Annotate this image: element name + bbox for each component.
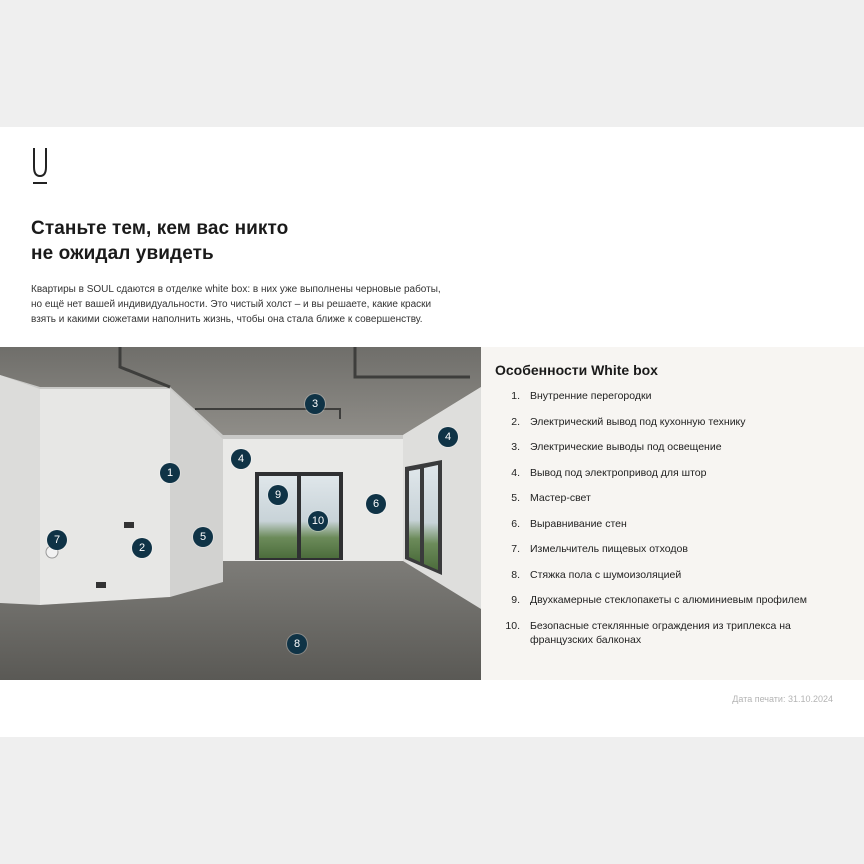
item-number: 1.: [511, 390, 520, 402]
photo-marker-8: 8: [287, 634, 307, 654]
item-text: Стяжка пола с шумоизоляцией: [530, 568, 682, 581]
item-text: Выравнивание стен: [530, 517, 627, 530]
features-title: Особенности White box: [495, 362, 658, 378]
item-number: 7.: [511, 543, 520, 555]
list-item: [495, 491, 850, 505]
photo-marker-1: 1: [160, 463, 180, 483]
photo-marker-4b: 4: [438, 427, 458, 447]
photo-marker-2: 2: [132, 538, 152, 558]
photo-marker-4a: 4: [231, 449, 251, 469]
item-text: Внутренние перегородки: [530, 390, 652, 402]
list-item: [495, 389, 850, 403]
item-number: 4.: [511, 466, 520, 479]
soul-logo-icon: [31, 147, 49, 185]
item-text: Двухкамерные стеклопакеты с алюминиевым профилем: [530, 594, 807, 606]
intro-line-3: взять и какими сюжетами наполнить жизнь, чтобы она стала ближе к совершенству.: [31, 314, 423, 325]
photo-marker-9: 9: [268, 485, 288, 505]
page-title: [31, 216, 451, 266]
list-item: [495, 440, 850, 454]
item-text: Измельчитель пищевых отходов: [530, 543, 688, 555]
brochure-sheet: [0, 127, 864, 737]
item-number: 6.: [511, 517, 520, 530]
item-number: 9.: [511, 594, 520, 606]
item-number: 10.: [505, 619, 520, 632]
features-panel: [481, 347, 864, 680]
list-item: [495, 542, 850, 556]
item-number: 8.: [511, 568, 520, 581]
photo-marker-7: 7: [47, 530, 67, 550]
title-line-2: не ожидал увидеть: [31, 243, 214, 264]
list-item: [495, 593, 850, 607]
list-item: [495, 517, 850, 531]
item-number: 3.: [511, 441, 520, 453]
item-text: Вывод под электропривод для штор: [530, 466, 707, 479]
item-number: 2.: [511, 415, 520, 428]
list-item: [495, 466, 850, 480]
photo-marker-10: 10: [308, 511, 328, 531]
list-item: [495, 619, 850, 647]
photo-marker-6: 6: [366, 494, 386, 514]
intro-text: [31, 282, 501, 327]
print-date: Дата печати: 31.10.2024: [732, 694, 833, 704]
title-line-1: Станьте тем, кем вас никто: [31, 218, 289, 239]
photo-marker-5: 5: [193, 527, 213, 547]
features-list: [495, 389, 850, 658]
item-text: Безопасные стеклянные ограждения из триплекса на французских балконах: [530, 619, 791, 646]
room-photo: [0, 347, 481, 680]
list-item: [495, 415, 850, 429]
photo-marker-3: 3: [305, 394, 325, 414]
intro-line-1: Квартиры в SOUL сдаются в отделке white box: в них уже выполнены черновые работы,: [31, 284, 441, 295]
intro-line-2: но ещё нет вашей индивидуальности. Это чистый холст – и вы решаете, какие краски: [31, 299, 432, 310]
item-number: 5.: [511, 492, 520, 504]
item-text: Электрический вывод под кухонную технику: [530, 415, 746, 428]
item-text: Электрические выводы под освещение: [530, 441, 722, 453]
room-illustration: [0, 347, 481, 680]
item-text: Мастер-свет: [530, 492, 591, 504]
list-item: [495, 568, 850, 582]
